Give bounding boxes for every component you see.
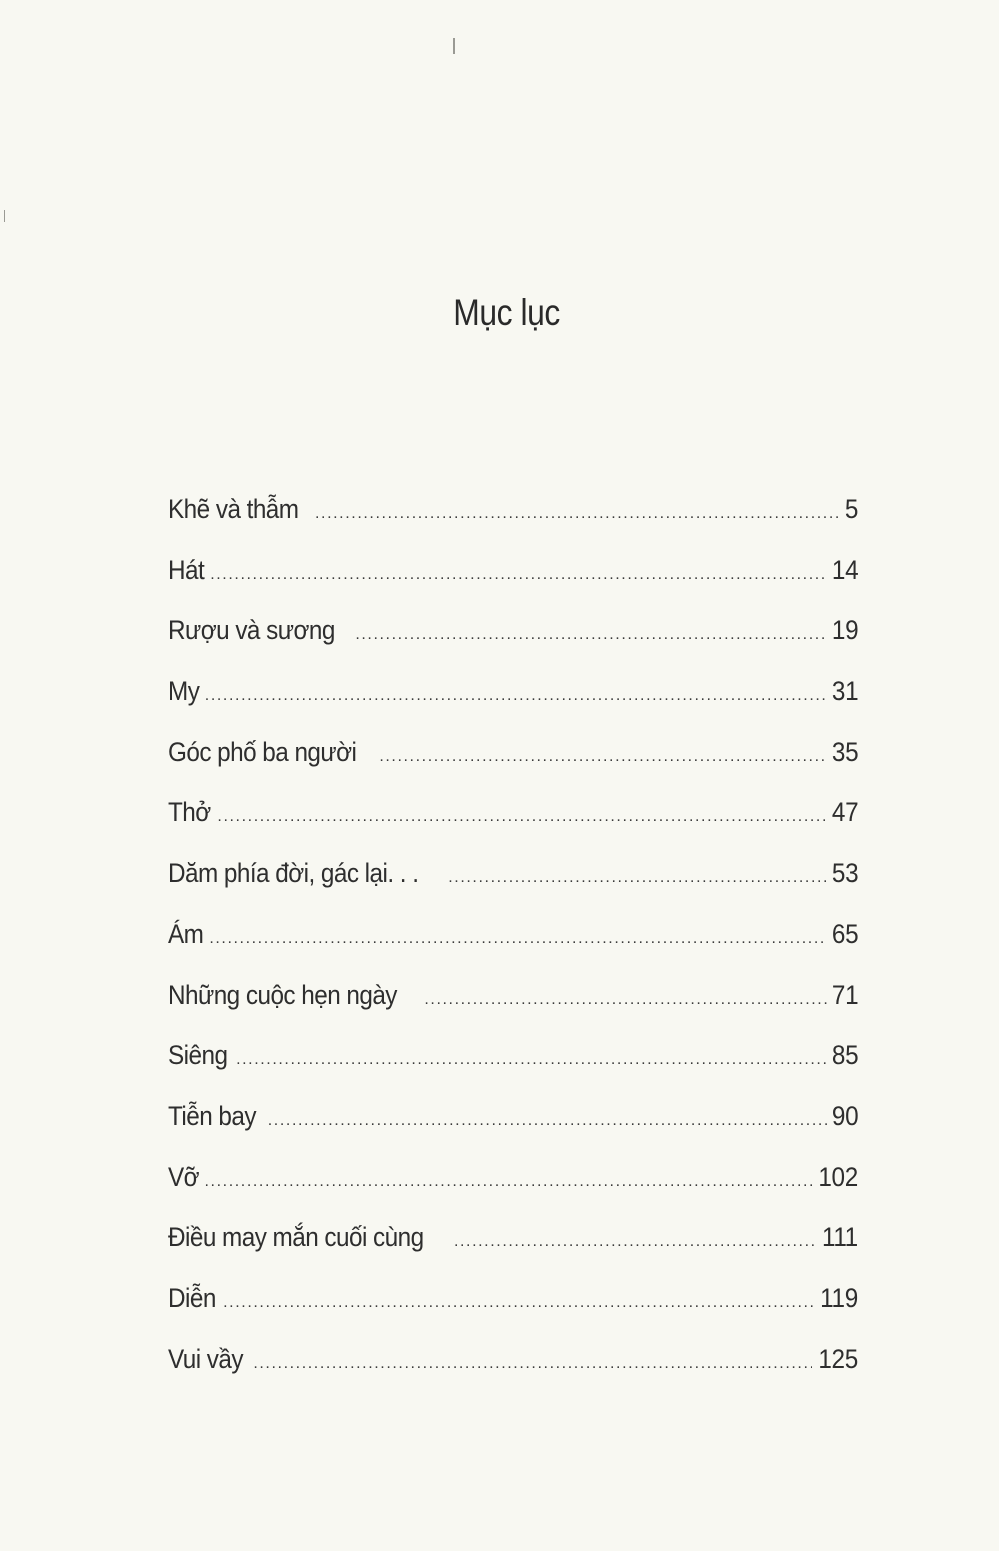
toc-entry-page: 53	[831, 858, 858, 889]
toc-entry-page: 85	[831, 1040, 858, 1071]
toc-entry[interactable]	[168, 1283, 858, 1344]
dot-leader	[448, 869, 827, 887]
toc-entry-title: Tiễn bay	[168, 1100, 256, 1131]
toc-entry[interactable]	[168, 1162, 858, 1223]
toc-entry-page: 111	[822, 1222, 858, 1253]
toc-entry-page: 31	[831, 676, 858, 707]
toc-entry-title: Dăm phía đời, gác lại. . .	[168, 858, 419, 889]
toc-entry-title: My	[168, 676, 200, 707]
toc-entry-title: Những cuộc hẹn ngày	[168, 979, 397, 1010]
toc-entry-page: 102	[818, 1161, 858, 1192]
toc-entry[interactable]	[168, 1222, 858, 1283]
toc-entry-title: Rượu và sương	[168, 615, 335, 646]
toc-entry[interactable]	[168, 615, 858, 676]
table-of-contents	[168, 494, 858, 1404]
toc-entry[interactable]	[168, 1101, 858, 1162]
toc-entry-page: 71	[831, 979, 858, 1010]
dot-leader	[454, 1233, 816, 1251]
dot-leader	[355, 626, 826, 644]
toc-entry-title: Diễn	[168, 1282, 216, 1313]
toc-entry[interactable]	[168, 555, 858, 616]
toc-entry[interactable]	[168, 494, 858, 555]
dot-leader	[268, 1112, 827, 1130]
toc-entry-title: Điều may mắn cuối cùng	[168, 1222, 424, 1253]
toc-entry-title: Vỡ	[168, 1161, 200, 1192]
toc-entry[interactable]	[168, 797, 858, 858]
toc-entry-title: Thở	[168, 797, 211, 828]
toc-entry-page: 5	[844, 494, 858, 524]
toc-entry-page: 125	[818, 1343, 858, 1374]
toc-entry-title: Siêng	[168, 1040, 228, 1071]
toc-entry-title: Vui vầy	[168, 1343, 244, 1374]
dot-leader	[205, 687, 827, 705]
toc-entry[interactable]	[168, 1040, 858, 1101]
toc-entry[interactable]	[168, 1344, 858, 1405]
toc-entry-page: 65	[831, 918, 858, 949]
toc-entry[interactable]	[168, 980, 858, 1041]
toc-entry-page: 119	[820, 1282, 858, 1313]
dot-leader	[209, 930, 826, 948]
dot-leader	[210, 566, 827, 584]
toc-entry-title: Góc phố ba người	[168, 736, 357, 767]
toc-entry[interactable]	[168, 919, 858, 980]
dot-leader	[205, 1173, 813, 1191]
toc-entry-page: 35	[831, 736, 858, 767]
dot-leader	[379, 748, 826, 766]
toc-entry-page: 14	[831, 554, 858, 585]
dot-leader	[217, 808, 826, 826]
dot-leader	[236, 1051, 827, 1069]
dot-leader	[424, 991, 826, 1009]
dot-leader	[253, 1355, 812, 1373]
dot-leader	[223, 1294, 814, 1312]
toc-entry-title: Hát	[168, 554, 205, 585]
toc-entry[interactable]	[168, 858, 858, 919]
toc-entry-page: 90	[831, 1100, 858, 1131]
toc-entry-title: Khẽ và thẫm	[168, 494, 299, 524]
toc-entry-title: Ám	[168, 918, 204, 949]
print-mark	[4, 210, 5, 222]
toc-entry[interactable]	[168, 737, 858, 798]
toc-heading: Mục lục	[453, 292, 560, 333]
toc-entry-page: 47	[831, 797, 858, 828]
toc-entry[interactable]	[168, 676, 858, 737]
dot-leader	[315, 505, 838, 523]
toc-entry-page: 19	[831, 615, 858, 646]
print-mark	[453, 38, 455, 54]
